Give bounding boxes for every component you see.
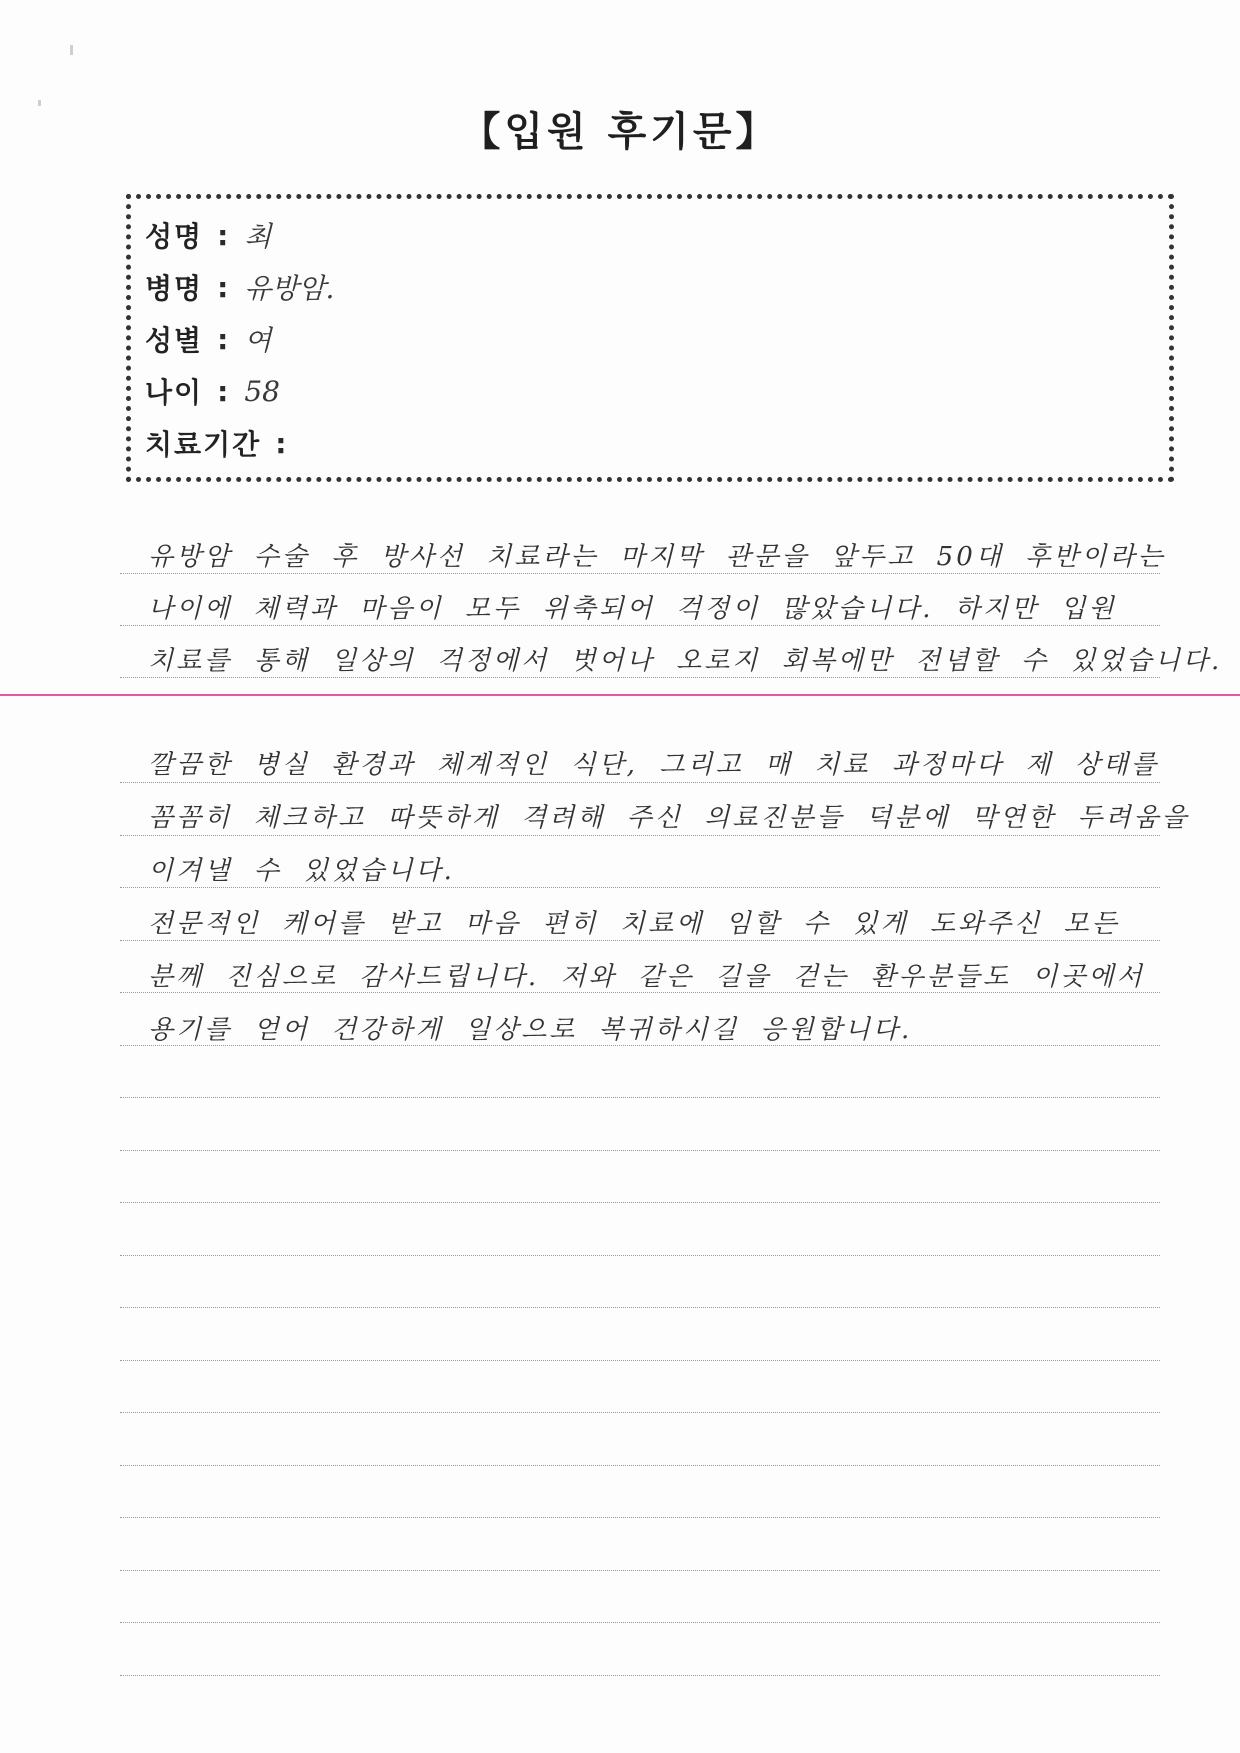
paragraph2-line: 꼼꼼히 체크하고 따뜻하게 격려해 주신 의료진분들 덕분에 막연한 두려움을 <box>148 803 1190 833</box>
name-value: 최 <box>244 220 272 253</box>
colon: : <box>217 322 229 356</box>
colon: : <box>217 374 229 408</box>
pink-divider <box>0 694 1240 696</box>
ruled-line <box>120 625 1160 626</box>
sex-value: 여 <box>244 324 272 357</box>
paragraph2-line: 이겨낼 수 있었습니다. <box>148 856 455 886</box>
ruled-line <box>120 573 1160 574</box>
paragraph1-line: 치료를 통해 일상의 걱정에서 벗어나 오로지 회복에만 전념할 수 있었습니다. <box>148 646 1223 676</box>
paragraph2-line: 용기를 얻어 건강하게 일상으로 복귀하시길 응원합니다. <box>148 1015 913 1045</box>
paragraph2-line: 분께 진심으로 감사드립니다. 저와 같은 길을 걷는 환우분들도 이곳에서 <box>148 962 1145 992</box>
ruled-line <box>120 887 1160 888</box>
period-label: 치료기간 <box>145 428 262 461</box>
scan-speck <box>70 45 73 55</box>
ruled-line <box>120 1150 1160 1151</box>
name-label: 성명 <box>145 220 204 253</box>
info-row-period <box>145 423 302 463</box>
ruled-line <box>120 1570 1160 1571</box>
info-row-sex <box>145 319 271 359</box>
info-row-disease <box>145 267 334 307</box>
info-row-name <box>145 215 271 255</box>
ruled-line <box>120 677 1160 678</box>
disease-value: 유방암. <box>244 272 335 305</box>
sex-label: 성별 <box>145 324 204 357</box>
paragraph2-line: 깔끔한 병실 환경과 체계적인 식단, 그리고 매 치료 과정마다 제 상태를 <box>148 750 1160 780</box>
ruled-line <box>120 1675 1160 1676</box>
colon: : <box>275 426 287 460</box>
page-title: 【입원 후기문】 <box>460 109 780 155</box>
ruled-line <box>120 1622 1160 1623</box>
ruled-line <box>120 1202 1160 1203</box>
ruled-line <box>120 940 1160 941</box>
ruled-line <box>120 1517 1160 1518</box>
ruled-line <box>120 782 1160 783</box>
ruled-line <box>120 1412 1160 1413</box>
colon: : <box>217 218 229 252</box>
ruled-line <box>120 1097 1160 1098</box>
patient-info-box <box>126 194 1174 482</box>
ruled-line <box>120 1360 1160 1361</box>
age-label: 나이 <box>145 376 204 409</box>
disease-label: 병명 <box>145 272 204 305</box>
age-value: 58 <box>244 374 280 408</box>
colon: : <box>217 270 229 304</box>
ruled-line <box>120 1307 1160 1308</box>
ruled-line <box>120 1465 1160 1466</box>
paragraph2-line: 전문적인 케어를 받고 마음 편히 치료에 임할 수 있게 도와주신 모든 <box>148 909 1120 939</box>
ruled-line <box>120 835 1160 836</box>
paragraph1-line: 유방암 수술 후 방사선 치료라는 마지막 관문을 앞두고 50대 후반이라는 <box>148 542 1166 572</box>
ruled-line <box>120 1255 1160 1256</box>
info-row-age <box>145 371 280 411</box>
paragraph1-line: 나이에 체력과 마음이 모두 위축되어 걱정이 많았습니다. 하지만 입원 <box>148 594 1117 624</box>
